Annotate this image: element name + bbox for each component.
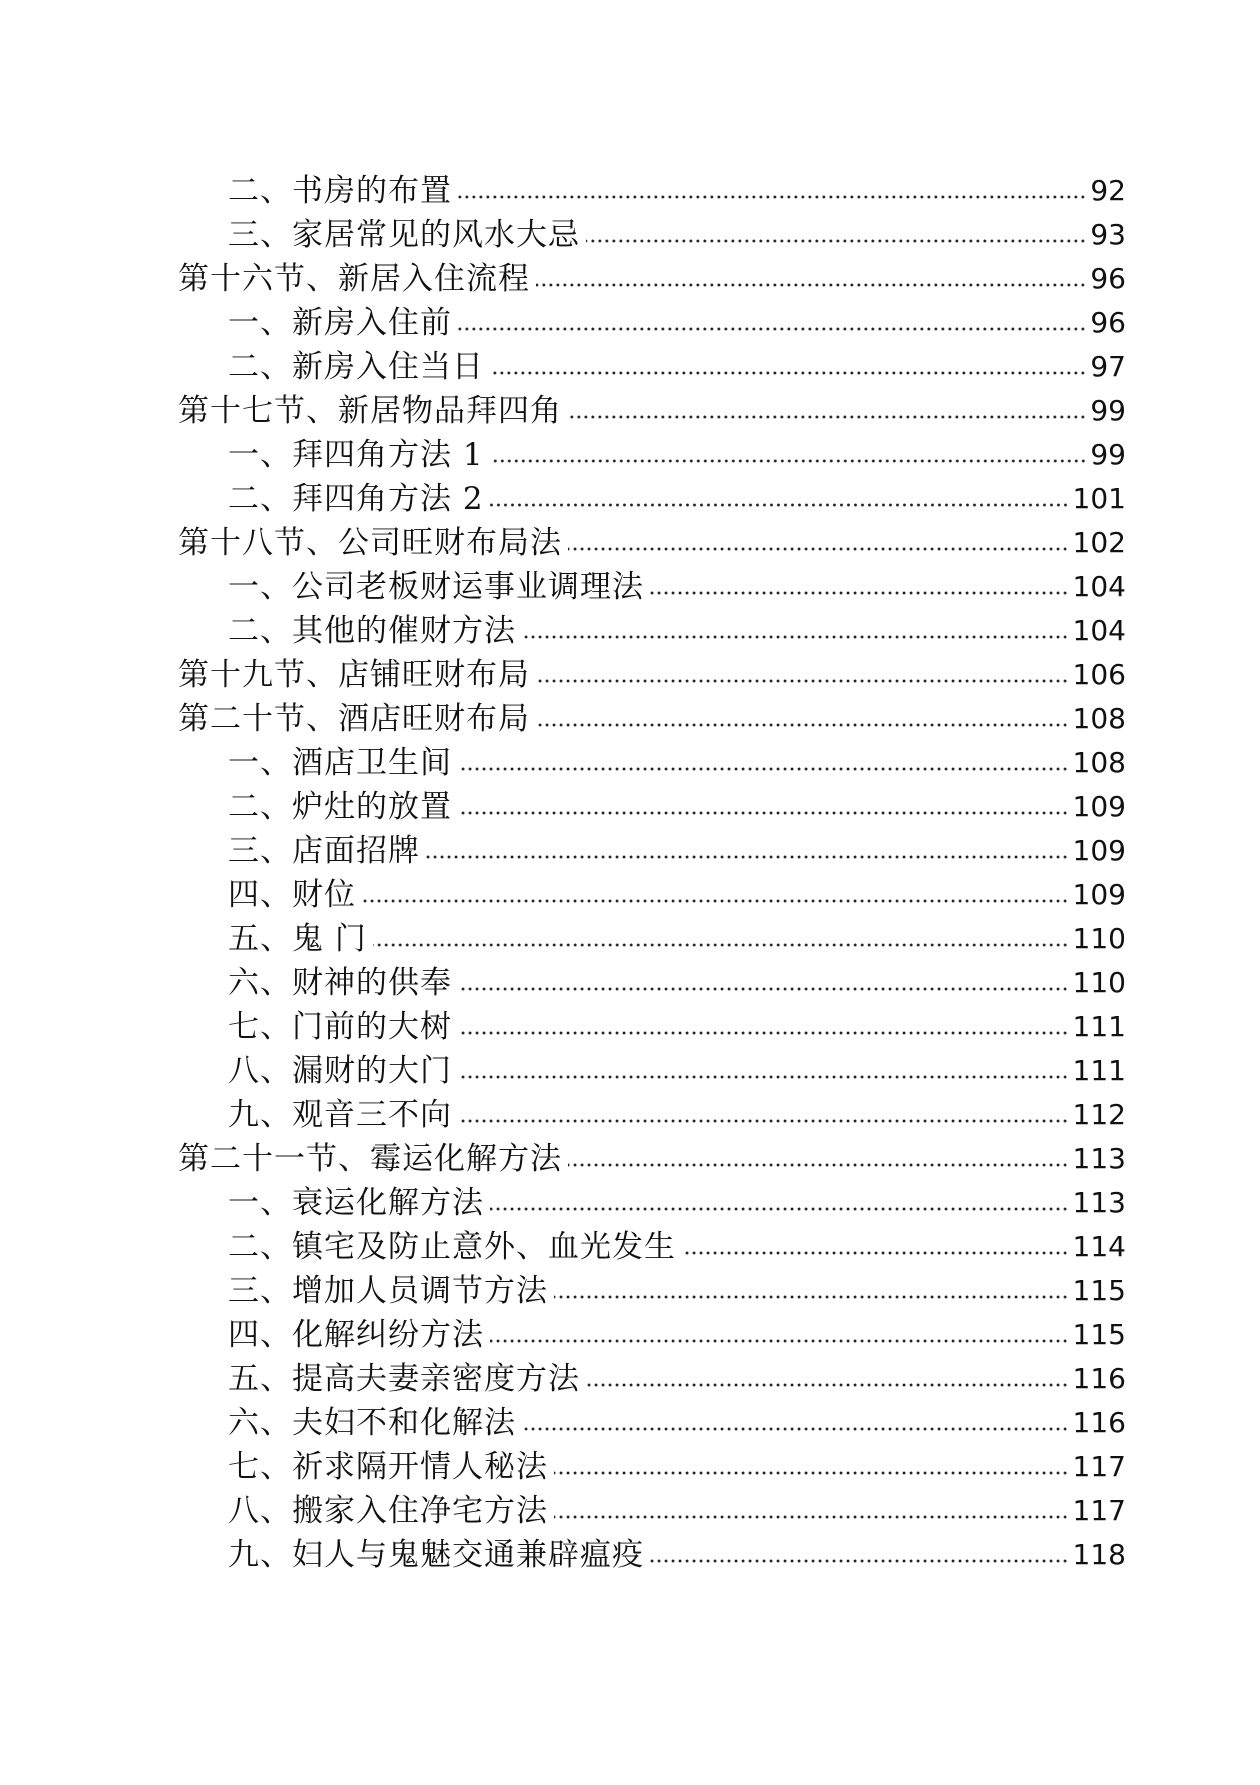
toc-subsection-entry[interactable] xyxy=(178,475,1126,519)
toc-subsection-entry[interactable] xyxy=(178,431,1126,475)
toc-page-number: 104 xyxy=(1072,614,1126,647)
toc-subsection-entry[interactable] xyxy=(178,1311,1126,1355)
toc-entry-title: 第二十一节、霉运化解方法 xyxy=(178,1141,562,1177)
toc-entry-title: 第二十节、酒店旺财布局 xyxy=(178,701,530,737)
toc-page-number: 109 xyxy=(1072,834,1126,867)
toc-page-number: 113 xyxy=(1072,1186,1126,1219)
toc-subsection-entry[interactable] xyxy=(178,1355,1126,1399)
toc-dot-leader xyxy=(586,1380,1069,1390)
toc-subsection-entry[interactable] xyxy=(178,1267,1126,1311)
toc-section-entry[interactable] xyxy=(178,1135,1126,1179)
toc-subsection-entry[interactable] xyxy=(178,607,1126,651)
toc-entry-title: 九、妇人与鬼魅交通兼辟瘟疫 xyxy=(228,1537,644,1573)
toc-entry-title: 二、拜四角方法 2 xyxy=(228,481,484,517)
toc-entry-title: 六、夫妇不和化解法 xyxy=(228,1405,516,1441)
toc-entry-title: 四、财位 xyxy=(228,877,356,913)
toc-dot-leader xyxy=(650,588,1069,598)
toc-page-number: 99 xyxy=(1090,438,1126,471)
toc-dot-leader xyxy=(458,192,1086,202)
toc-entry-title: 八、搬家入住净宅方法 xyxy=(228,1493,548,1529)
toc-page-number: 108 xyxy=(1072,746,1126,779)
toc-subsection-entry[interactable] xyxy=(178,1003,1126,1047)
toc-dot-leader xyxy=(490,1204,1069,1214)
toc-subsection-entry[interactable] xyxy=(178,871,1126,915)
toc-entry-title: 二、书房的布置 xyxy=(228,173,452,209)
toc-subsection-entry[interactable] xyxy=(178,1443,1126,1487)
toc-subsection-entry[interactable] xyxy=(178,1179,1126,1223)
toc-dot-leader xyxy=(362,896,1069,906)
toc-subsection-entry[interactable] xyxy=(178,827,1126,871)
toc-dot-leader xyxy=(522,1424,1069,1434)
toc-page-number: 111 xyxy=(1072,1010,1126,1043)
toc-dot-leader xyxy=(490,456,1087,466)
toc-page-number: 113 xyxy=(1072,1142,1126,1175)
toc-dot-leader xyxy=(682,1248,1069,1258)
toc-dot-leader xyxy=(650,1556,1069,1566)
toc-section-entry[interactable] xyxy=(178,695,1126,739)
toc-subsection-entry[interactable] xyxy=(178,783,1126,827)
toc-entry-title: 二、炉灶的放置 xyxy=(228,789,452,825)
toc-entry-title: 四、化解纠纷方法 xyxy=(228,1317,484,1353)
toc-entry-title: 第十六节、新居入住流程 xyxy=(178,261,530,297)
toc-subsection-entry[interactable] xyxy=(178,959,1126,1003)
toc-dot-leader xyxy=(426,852,1069,862)
toc-dot-leader xyxy=(568,1160,1069,1170)
toc-entry-title: 一、酒店卫生间 xyxy=(228,745,452,781)
toc-page-number: 102 xyxy=(1072,526,1126,559)
toc-entry-title: 五、提高夫妻亲密度方法 xyxy=(228,1361,580,1397)
toc-page-number: 93 xyxy=(1090,218,1126,251)
toc-dot-leader xyxy=(536,676,1069,686)
toc-dot-leader xyxy=(490,500,1069,510)
toc-section-entry[interactable] xyxy=(178,519,1126,563)
toc-subsection-entry[interactable] xyxy=(178,1399,1126,1443)
toc-subsection-entry[interactable] xyxy=(178,1531,1126,1575)
toc-subsection-entry[interactable] xyxy=(178,211,1126,255)
toc-page-number: 92 xyxy=(1090,174,1126,207)
toc-section-entry[interactable] xyxy=(178,651,1126,695)
toc-page-number: 111 xyxy=(1072,1054,1126,1087)
toc-entry-title: 三、店面招牌 xyxy=(228,833,420,869)
toc-entry-title: 七、门前的大树 xyxy=(228,1009,452,1045)
toc-entry-title: 五、鬼 门 xyxy=(228,921,367,957)
toc-section-entry[interactable] xyxy=(178,255,1126,299)
toc-page-number: 112 xyxy=(1072,1098,1126,1131)
toc-page-number: 108 xyxy=(1072,702,1126,735)
toc-entry-title: 一、拜四角方法 1 xyxy=(228,437,484,473)
toc-subsection-entry[interactable] xyxy=(178,915,1126,959)
toc-subsection-entry[interactable] xyxy=(178,299,1126,343)
toc-dot-leader xyxy=(490,368,1086,378)
toc-entry-title: 二、镇宅及防止意外、血光发生 xyxy=(228,1229,676,1265)
toc-subsection-entry[interactable] xyxy=(178,739,1126,783)
toc-entry-title: 七、祈求隔开情人秘法 xyxy=(228,1449,548,1485)
toc-dot-leader xyxy=(568,544,1069,554)
toc-subsection-entry[interactable] xyxy=(178,1047,1126,1091)
toc-page-number: 109 xyxy=(1072,790,1126,823)
toc-entry-title: 三、增加人员调节方法 xyxy=(228,1273,548,1309)
toc-entry-title: 三、家居常见的风水大忌 xyxy=(228,217,580,253)
toc-page-number: 106 xyxy=(1072,658,1126,691)
toc-page-number: 114 xyxy=(1072,1230,1126,1263)
toc-entry-title: 六、财神的供奉 xyxy=(228,965,452,1001)
toc-page-number: 115 xyxy=(1072,1274,1126,1307)
toc-page-number: 116 xyxy=(1072,1406,1126,1439)
toc-page-number: 110 xyxy=(1072,966,1126,999)
table-of-contents xyxy=(178,167,1126,1575)
toc-dot-leader xyxy=(490,1336,1069,1346)
toc-page-number: 96 xyxy=(1090,262,1126,295)
toc-dot-leader xyxy=(568,412,1086,422)
toc-dot-leader xyxy=(458,984,1069,994)
toc-dot-leader xyxy=(522,632,1069,642)
toc-entry-title: 二、其他的催财方法 xyxy=(228,613,516,649)
toc-dot-leader xyxy=(458,324,1086,334)
toc-dot-leader xyxy=(373,940,1069,950)
toc-page-number: 118 xyxy=(1072,1538,1126,1571)
toc-subsection-entry[interactable] xyxy=(178,343,1126,387)
toc-page-number: 96 xyxy=(1090,306,1126,339)
toc-page-number: 117 xyxy=(1072,1494,1126,1527)
toc-page-number: 109 xyxy=(1072,878,1126,911)
toc-entry-title: 一、公司老板财运事业调理法 xyxy=(228,569,644,605)
toc-section-entry[interactable] xyxy=(178,387,1126,431)
toc-page-number: 115 xyxy=(1072,1318,1126,1351)
toc-dot-leader xyxy=(458,764,1069,774)
toc-dot-leader xyxy=(586,236,1086,246)
toc-dot-leader xyxy=(458,808,1069,818)
toc-dot-leader xyxy=(458,1116,1069,1126)
toc-subsection-entry[interactable] xyxy=(178,563,1126,607)
toc-dot-leader xyxy=(554,1512,1069,1522)
toc-entry-title: 一、新房入住前 xyxy=(228,305,452,341)
toc-entry-title: 九、观音三不向 xyxy=(228,1097,452,1133)
toc-dot-leader xyxy=(458,1072,1069,1082)
toc-dot-leader xyxy=(554,1292,1069,1302)
toc-page-number: 110 xyxy=(1072,922,1126,955)
toc-entry-title: 二、新房入住当日 xyxy=(228,349,484,385)
toc-dot-leader xyxy=(536,720,1069,730)
toc-subsection-entry[interactable] xyxy=(178,1223,1126,1267)
toc-entry-title: 一、衰运化解方法 xyxy=(228,1185,484,1221)
toc-entry-title: 第十七节、新居物品拜四角 xyxy=(178,393,562,429)
toc-entry-title: 第十八节、公司旺财布局法 xyxy=(178,525,562,561)
toc-entry-title: 第十九节、店铺旺财布局 xyxy=(178,657,530,693)
toc-subsection-entry[interactable] xyxy=(178,1091,1126,1135)
toc-page-number: 116 xyxy=(1072,1362,1126,1395)
toc-page-number: 104 xyxy=(1072,570,1126,603)
toc-dot-leader xyxy=(458,1028,1069,1038)
toc-subsection-entry[interactable] xyxy=(178,1487,1126,1531)
toc-dot-leader xyxy=(536,280,1086,290)
toc-subsection-entry[interactable] xyxy=(178,167,1126,211)
toc-page-number: 99 xyxy=(1090,394,1126,427)
toc-dot-leader xyxy=(554,1468,1069,1478)
toc-page-number: 101 xyxy=(1072,482,1126,515)
toc-page-number: 117 xyxy=(1072,1450,1126,1483)
toc-entry-title: 八、漏财的大门 xyxy=(228,1053,452,1089)
toc-page-number: 97 xyxy=(1090,350,1126,383)
